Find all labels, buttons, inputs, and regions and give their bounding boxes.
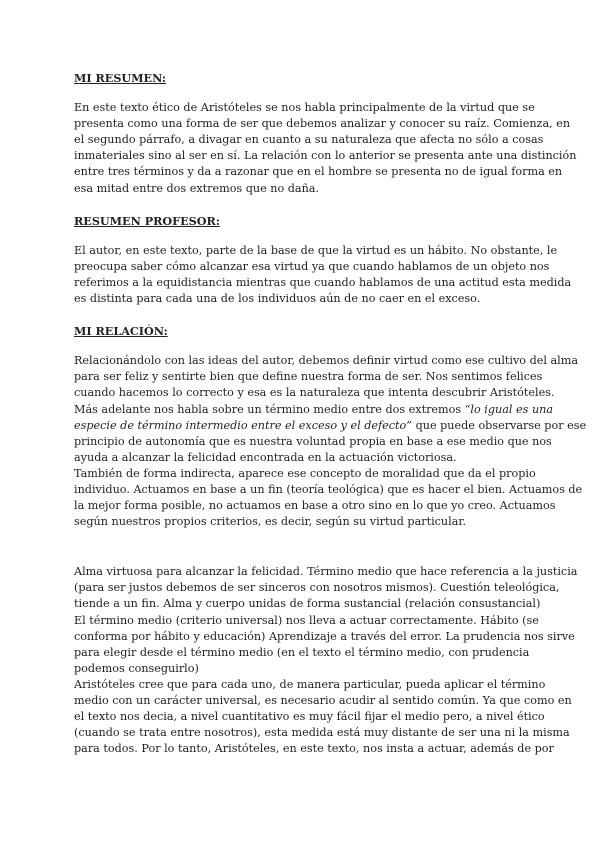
- text-line: para elegir desde el término medio (en el texto el término medio, con prudencia: [74, 645, 530, 659]
- text-line: para ser feliz y sentirte bien que define nuestra forma de ser. Nos sentimos felices: [74, 370, 543, 384]
- heading-mi-resumen: MI RESUMEN:: [74, 71, 167, 85]
- text-line: el segundo párrafo, a divagar en cuanto a su naturaleza que afecta no sólo a cosas: [74, 133, 544, 147]
- quote-trail-text: que puede observarse por ese: [412, 418, 587, 432]
- text-line: entre tres términos y da a razonar que en el hombre se presenta no de igual forma en: [74, 165, 563, 179]
- text-line: esa mitad entre dos extremos que no daña.: [74, 181, 320, 195]
- text-line: ayuda a alcanzar la felicidad encontrada en la actuación victoriosa.: [74, 450, 457, 464]
- text-line: Relacionándolo con las ideas del autor, debemos definir virtud como ese cultivo del alma: [74, 354, 579, 368]
- text-line: El autor, en este texto, parte de la base de que la virtud es un hábito. No obstante, le: [74, 243, 558, 257]
- paragraph-notes: [74, 564, 578, 757]
- text-line: principio de autonomía que es nuestra voluntad propia en base a ese medio que nos: [74, 434, 552, 448]
- quote-italic-text: especie de término intermedio entre el exceso y el defecto”: [74, 418, 413, 432]
- text-line: según nuestros propios criterios, es decir, según su virtud particular.: [74, 515, 467, 529]
- text-line: También de forma indirecta, aparece ese concepto de moralidad que da el propio: [74, 466, 536, 480]
- text-line: conforma por hábito y educación) Aprendizaje a través del error. La prudencia nos sirve: [74, 629, 575, 643]
- text-line: tiende a un fin. Alma y cuerpo unidas de forma sustancial (relación consustancial): [74, 597, 541, 611]
- text-line: inmateriales sino al ser en sí. La relación con lo anterior se presenta ante una distinción: [74, 149, 577, 163]
- quote-italic-text: “lo igual es una: [464, 402, 554, 416]
- text-line: (para ser justos debemos de ser sinceros con nosotros mismos). Cuestión teleológica,: [74, 581, 560, 595]
- paragraph-resumen-profesor: [74, 243, 572, 307]
- text-line: la mejor forma posible, no actuamos en base a otro sino en lo que yo creo. Actuamos: [74, 499, 556, 513]
- text-line: presenta como una forma de ser que debemos analizar y conocer su raíz. Comienza, en: [74, 117, 571, 131]
- text-line: individuo. Actuamos en base a un fin (teoría teológica) que es hacer el bien. Actuamos de: [74, 482, 583, 496]
- paragraph-mi-relacion: [74, 353, 587, 530]
- text-line: En este texto ético de Aristóteles se nos habla principalmente de la virtud que se: [74, 101, 535, 115]
- text-line: podemos conseguirlo): [74, 661, 199, 675]
- text-line: El término medio (criterio universal) nos lleva a actuar correctamente. Hábito (se: [74, 613, 539, 627]
- text-line: Aristóteles cree que para cada uno, de manera particular, pueda aplicar el término: [74, 677, 546, 691]
- text-line: Alma virtuosa para alcanzar la felicidad. Término medio que hace referencia a la justicia: [74, 565, 578, 579]
- heading-mi-relacion: MI RELACIÓN:: [74, 324, 168, 339]
- text-line: referimos a la equidistancia mientras que cuando hablamos de una actitud esta medida: [74, 275, 572, 289]
- text-line: cuando hacemos lo correcto y esa es la naturaleza que intenta descubrir Aristóteles.: [74, 386, 555, 400]
- document-body: [74, 70, 587, 773]
- text-line-quote: [74, 402, 554, 418]
- text-line: (cuando se trata entre nosotros), esta medida está muy distante de ser una ni la misma: [74, 726, 570, 740]
- quote-lead-text: Más adelante nos habla sobre un término medio entre dos extremos: [74, 402, 465, 416]
- text-line: medio con un carácter universal, es necesario acudir al sentido común. Ya que como en: [74, 694, 572, 707]
- text-line: es distinta para cada una de los individuos aún de no caer en el exceso.: [74, 292, 481, 306]
- text-line: el texto nos decia, a nivel cuantitativo es muy fácil fijar el medio pero, a nivel ético: [74, 710, 545, 724]
- heading-resumen-profesor: RESUMEN PROFESOR:: [74, 213, 220, 228]
- paragraph-mi-resumen: [74, 100, 577, 197]
- text-line-quote: [74, 418, 587, 434]
- text-line: para todos. Por lo tanto, Aristóteles, en este texto, nos insta a actuar, además de por: [74, 742, 554, 756]
- text-line: preocupa saber cómo alcanzar esa virtud ya que cuando hablamos de un objeto nos: [74, 259, 550, 273]
- section-spacer: [74, 546, 530, 564]
